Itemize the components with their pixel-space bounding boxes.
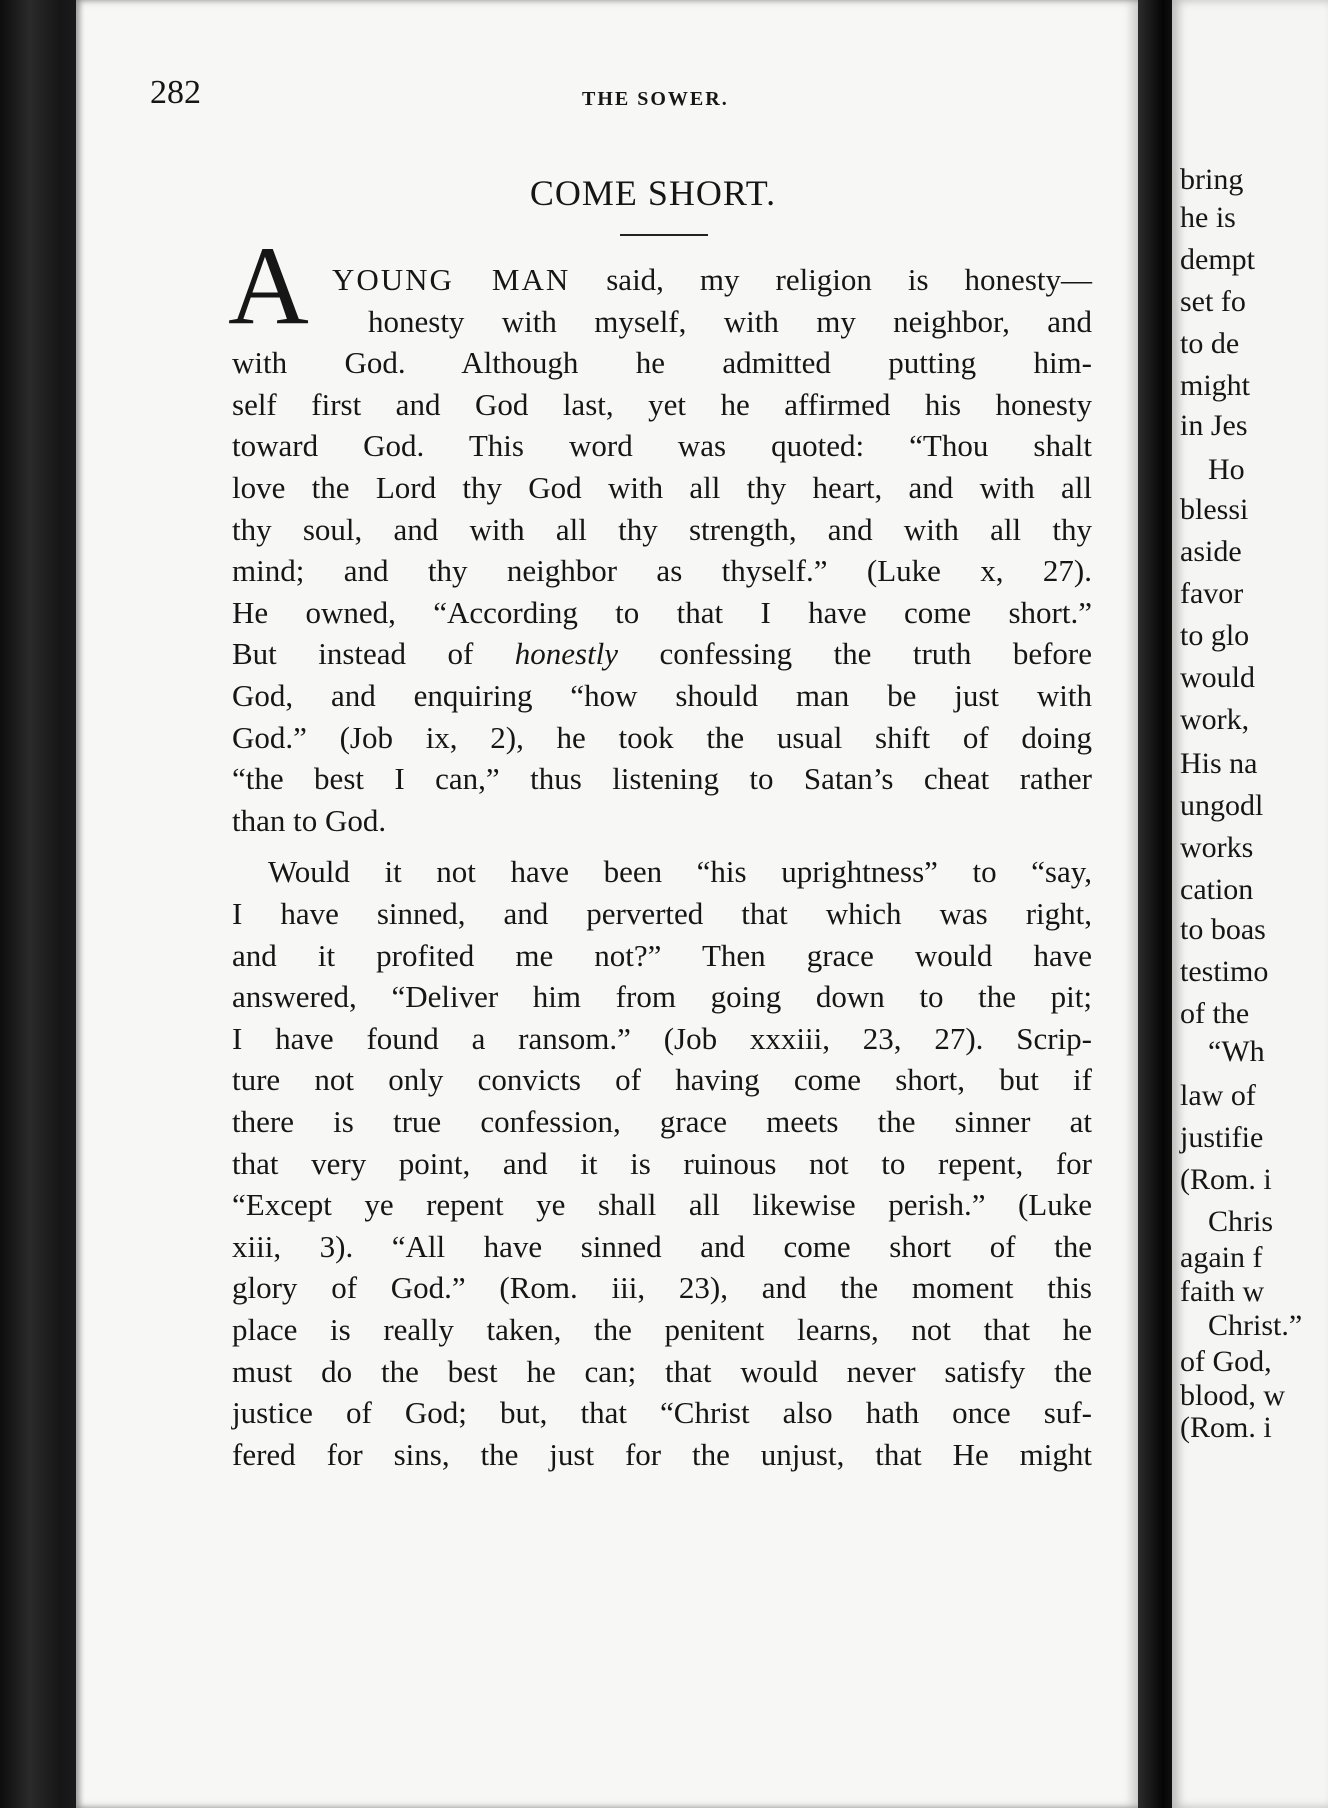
- body-line: and it profited me not?” Then grace would have: [232, 937, 1092, 973]
- body-line: thy soul, and with all thy strength, and with all thy: [232, 511, 1092, 547]
- right-page-line: His na: [1180, 747, 1258, 780]
- body-line: there is true confession, grace meets the sinner at: [232, 1104, 1092, 1139]
- title-rule: [620, 234, 708, 236]
- body-line: I have found a ransom.” (Job xxxiii, 23, 27). Scrip-: [232, 1020, 1092, 1056]
- drop-cap: A: [228, 224, 309, 348]
- body-line: answered, “Deliver him from going down to the pit;: [232, 979, 1092, 1015]
- body-line: than to God.: [232, 802, 387, 838]
- body-line: must do the best he can; that would never satisfy the: [232, 1353, 1092, 1389]
- right-page-line: dempt: [1180, 243, 1255, 276]
- right-page-line: Christ.”: [1208, 1309, 1303, 1342]
- right-page-line: justifie: [1180, 1121, 1264, 1154]
- article-title: COME SHORT.: [529, 173, 777, 213]
- italic-word: honestly: [514, 636, 619, 672]
- body-line: God, and enquiring “how should man be just with: [232, 678, 1092, 713]
- right-page-line: (Rom. i: [1180, 1163, 1272, 1196]
- right-page-line: in Jes: [1180, 409, 1248, 442]
- body-line: glory of God.” (Rom. iii, 23), and the moment this: [232, 1270, 1092, 1306]
- body-line: place is really taken, the penitent learns, not that he: [232, 1312, 1092, 1347]
- right-page-line: to glo: [1180, 619, 1250, 652]
- right-page-line: work,: [1180, 703, 1250, 736]
- body-line: He owned, “According to that I have come short.”: [232, 594, 1092, 630]
- body-line: self first and God last, yet he affirmed his honesty: [232, 386, 1092, 422]
- body-line: that very point, and it is ruinous not to repent, for: [232, 1145, 1092, 1181]
- right-page-line: to boas: [1180, 913, 1266, 946]
- right-page-line: ungodl: [1180, 789, 1264, 822]
- body-line: ture not only convicts of having come short, but if: [232, 1062, 1092, 1098]
- right-page-line: would: [1180, 661, 1255, 694]
- right-page-line: again f: [1180, 1241, 1263, 1274]
- right-page-line: faith w: [1180, 1275, 1265, 1308]
- body-line: But instead of honestly confessing the truth before: [232, 636, 1092, 672]
- body-line: “the best I can,” thus listening to Satan’s cheat rather: [232, 761, 1092, 797]
- right-page-line: blood, w: [1180, 1379, 1285, 1412]
- right-page-line: testimo: [1180, 955, 1269, 988]
- page-number: 282: [150, 74, 201, 111]
- body-line: with God. Although he admitted putting him-: [232, 345, 1092, 381]
- right-page-line: he is: [1180, 201, 1236, 234]
- right-page-line: aside: [1180, 535, 1242, 568]
- right-page-line: to de: [1180, 327, 1240, 360]
- body-line: God.” (Job ix, 2), he took the usual shift of doing: [232, 719, 1092, 755]
- opening-small-caps: YOUNG MAN: [332, 262, 571, 297]
- right-page-line: favor: [1180, 577, 1244, 610]
- body-line: toward God. This word was quoted: “Thou shalt: [232, 428, 1092, 464]
- body-line: I have sinned, and perverted that which was right,: [232, 896, 1092, 931]
- body-line: Would it not have been “his uprightness” to “say,: [268, 854, 1092, 890]
- running-head: THE SOWER.: [582, 88, 729, 110]
- body-line: xiii, 3). “All have sinned and come short of the: [232, 1228, 1092, 1264]
- body-line: honesty with myself, with my neighbor, and: [368, 303, 1092, 339]
- right-page-line: of God,: [1180, 1345, 1272, 1378]
- right-page-line: Chris: [1208, 1205, 1274, 1238]
- right-page-line: works: [1180, 831, 1254, 864]
- right-page-line: law of: [1180, 1079, 1256, 1112]
- right-page: [1172, 0, 1328, 1808]
- right-page-line: blessi: [1180, 493, 1249, 526]
- right-page-line: set fo: [1180, 285, 1246, 318]
- body-line: fered for sins, the just for the unjust, that He might: [232, 1436, 1092, 1472]
- right-page-line: cation: [1180, 873, 1254, 906]
- body-line: justice of God; but, that “Christ also hath once suf-: [232, 1395, 1092, 1431]
- right-page-line: (Rom. i: [1180, 1411, 1272, 1444]
- right-page-line: “Wh: [1208, 1035, 1265, 1068]
- body-line: mind; and thy neighbor as thyself.” (Luke x, 27).: [232, 553, 1092, 589]
- body-line: “Except ye repent ye shall all likewise perish.” (Luke: [232, 1187, 1092, 1223]
- right-page-line: of the: [1180, 997, 1250, 1030]
- body-line: YOUNG MAN said, my religion is honesty—: [332, 262, 1092, 297]
- right-page-line: Ho: [1208, 453, 1245, 486]
- body-line: love the Lord thy God with all thy heart, and with all: [232, 470, 1092, 505]
- right-page-line: might: [1180, 369, 1251, 402]
- right-page-line: bring: [1180, 163, 1244, 196]
